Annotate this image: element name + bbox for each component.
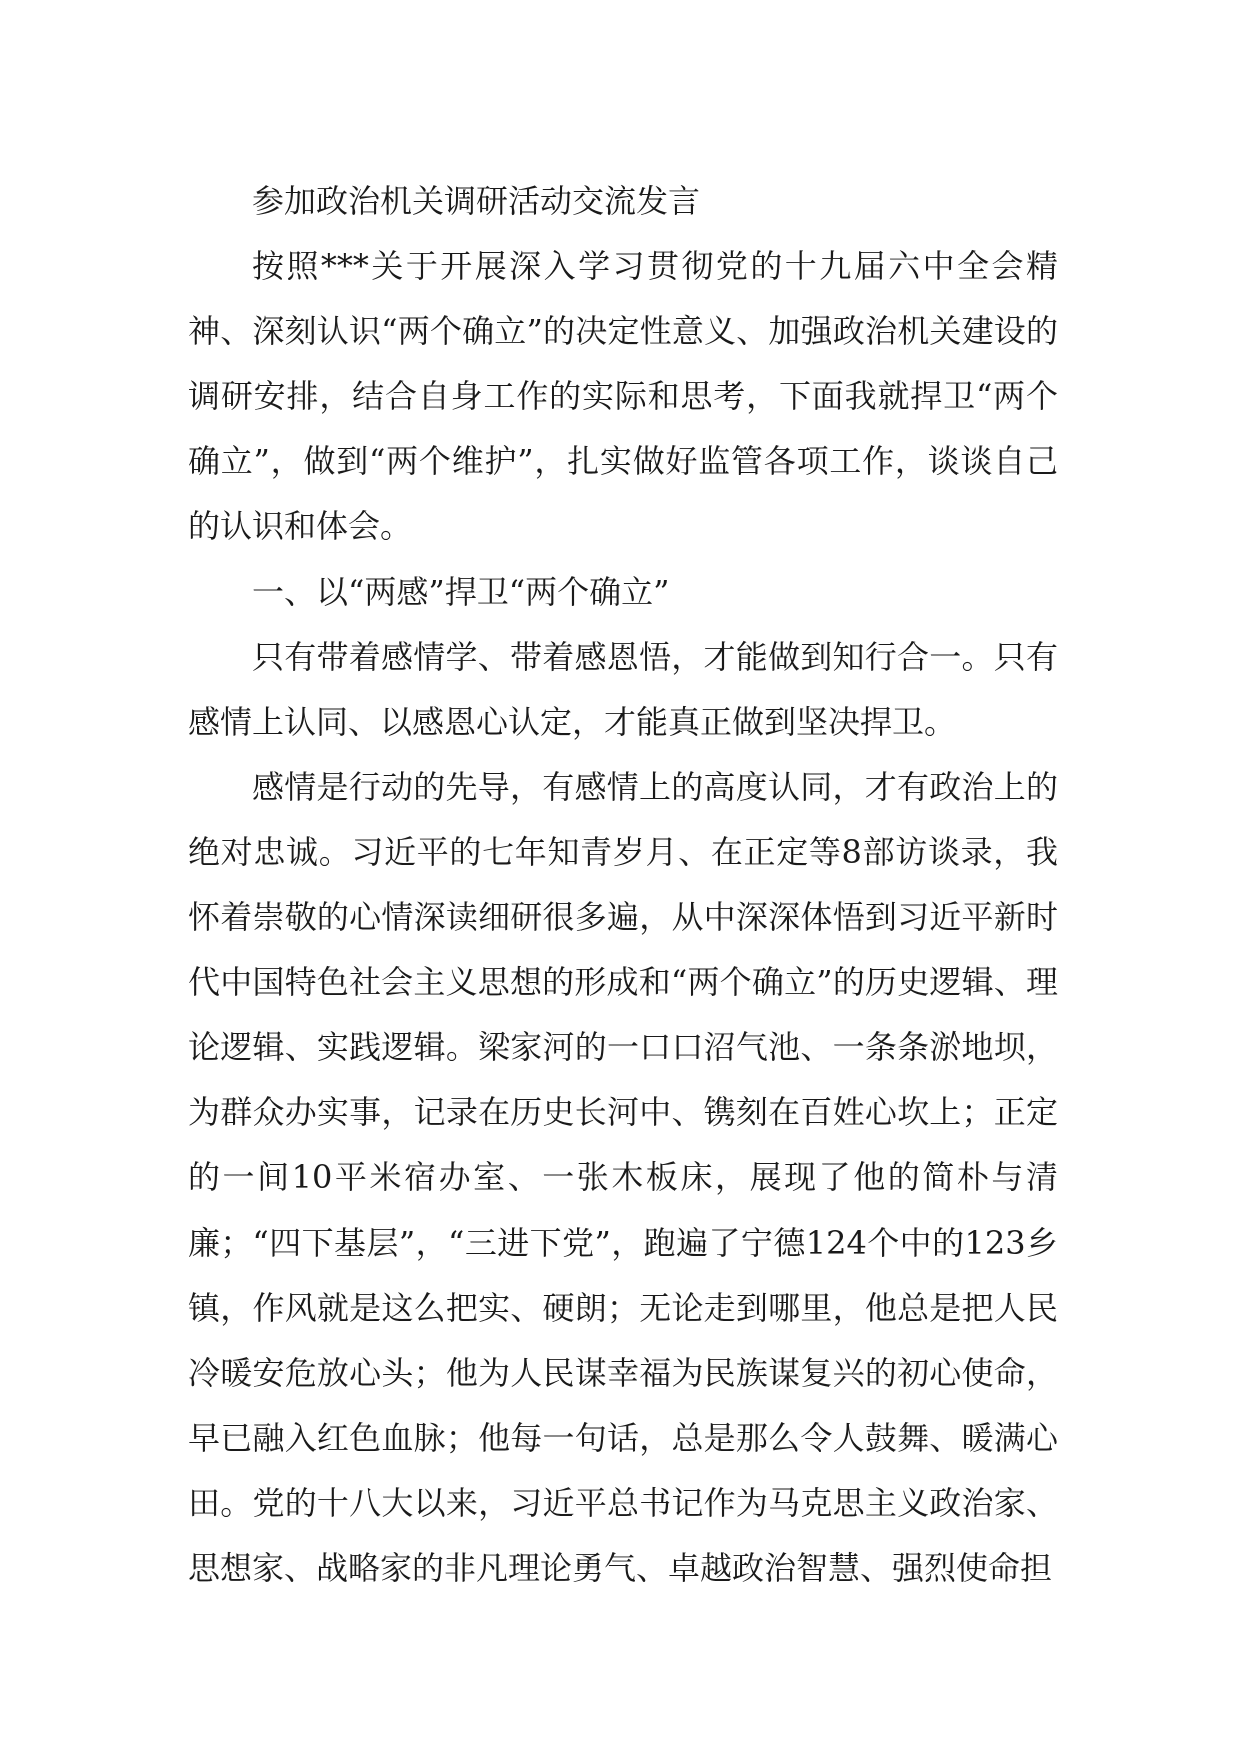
paragraph-3: 感情是行动的先导，有感情上的高度认同，才有政治上的绝对忠诚。习近平的七年知青岁月、在正定等8部访谈录，我怀着崇敬的心情深读细研很多遍，从中深深体悟到习近平新时代中国特色社会主义思想的形成和“两个确立”的历史逻辑、理论逻辑、实践逻辑。梁家河的一口口沼气池、一条条淤地坝，为群众办实事，记录在历史长河中、镌刻在百姓心坎上；正定的一间10平米宿办室、一张木板床，展现了他的简朴与清廉；“四下基层”，“三进下党”，跑遍了宁德124个中的123乡镇，作风就是这么把实、硬朗；无论走到哪里，他总是把人民冷暖安危放心头；他为人民谋幸福为民族谋复兴的初心使命，早已融入红色血脉；他每一句话，总是那么令人鼓舞、暖满心田。党的十八大以来，习近平总书记作为马克思主义政治家、思想家、战略家的非凡理论勇气、卓越政治智慧、强烈使命担 [188,767,1058,1587]
document-body [188,169,1058,1601]
paragraph-2: 只有带着感情学、带着感恩悟，才能做到知行合一。只有感情上认同、以感恩心认定，才能真正做到坚决捍卫。 [188,637,1058,741]
paragraph-intro: 按照***关于开展深入学习贯彻党的十九届六中全会精神、深刻认识“两个确立”的决定性意义、加强政治机关建设的调研安排，结合自身工作的实际和思考，下面我就捍卫“两个确立”，做到“两个维护”，扎实做好监管各项工作，谈谈自己的认识和体会。 [188,247,1058,546]
document-title: 参加政治机关调研活动交流发言 [252,182,701,220]
section-heading-1: 一、以“两感”捍卫“两个确立” [252,572,670,611]
